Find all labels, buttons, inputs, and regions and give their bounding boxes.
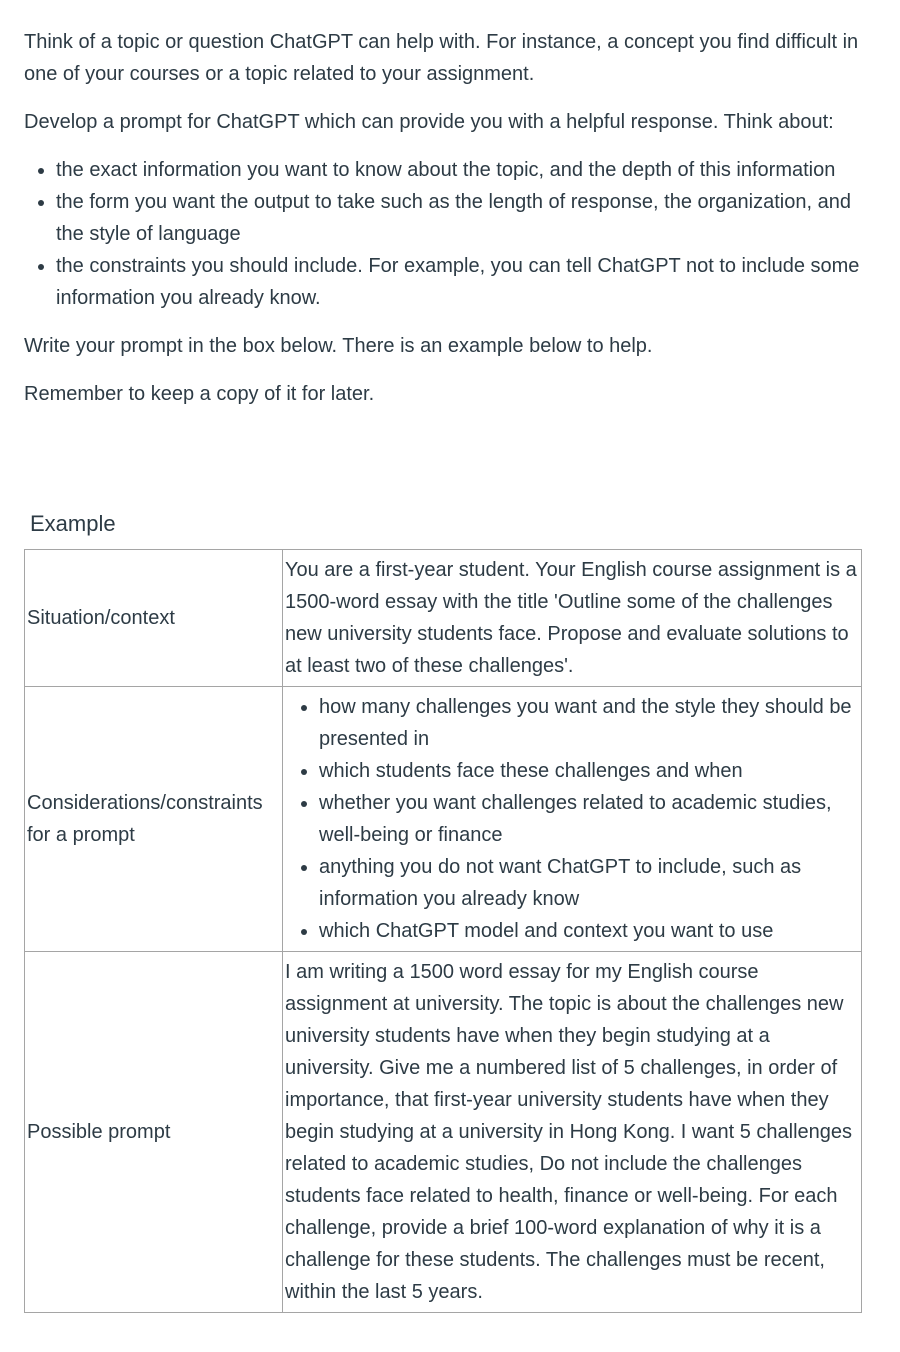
list-item: • whether you want challenges related to academic studies, well-being or finance [319, 787, 857, 851]
list-item: • the exact information you want to know about the topic, and the depth of this information [56, 154, 884, 186]
example-heading: Example [30, 511, 116, 536]
list-item: • which ChatGPT model and context you want to use [319, 915, 857, 947]
table-row-considerations [25, 687, 862, 952]
list-item: • how many challenges you want and the style they should be presented in [319, 691, 857, 755]
row-value: I am writing a 1500 word essay for my English course assignment at university. The topic is about the challenges new university students have when they begin studying at a university. Give me a numbered list of 5 challenges, in order of importance, that first-year university students have when they begin studying at a university in Hong Kong. I want 5 challenges related to academic studies, Do not include the challenges students face related to health, finance or well-being. For each challenge, provide a brief 100-word explanation of why it is a challenge for these students. The challenges must be recent, within the last 5 years. [283, 952, 862, 1313]
row-value [283, 687, 862, 952]
list-item: • the form you want the output to take such as the length of response, the organization, and the style of language [56, 186, 884, 250]
think-about-list [24, 154, 884, 314]
intro-paragraph-develop: Develop a prompt for ChatGPT which can provide you with a helpful response. Think about: [24, 111, 834, 133]
row-label: Possible prompt [25, 952, 283, 1313]
example-table [24, 549, 862, 1313]
table-row-possible-prompt [25, 952, 862, 1313]
intro-paragraph-write: Write your prompt in the box below. There is an example below to help. [24, 335, 653, 357]
intro-paragraph-remember: Remember to keep a copy of it for later. [24, 383, 375, 405]
row-value: You are a first-year student. Your English course assignment is a 1500-word essay with the title 'Outline some of the challenges new university students face. Propose and evaluate solutions to at least two of these challenges'. [283, 550, 862, 687]
intro-paragraph-topic: Think of a topic or question ChatGPT can help with. For instance, a concept you find difficult in one of your courses or a topic related to your assignment. [24, 31, 859, 85]
instructions-section [24, 26, 884, 426]
considerations-list [285, 691, 857, 947]
row-label: Considerations/constraints for a prompt [25, 687, 283, 952]
table-row-situation [25, 550, 862, 687]
list-item: • anything you do not want ChatGPT to include, such as information you already know [319, 851, 857, 915]
list-item: • which students face these challenges and when [319, 755, 857, 787]
list-item: • the constraints you should include. For example, you can tell ChatGPT not to include some information you already know. [56, 250, 884, 314]
row-label: Situation/context [25, 550, 283, 687]
